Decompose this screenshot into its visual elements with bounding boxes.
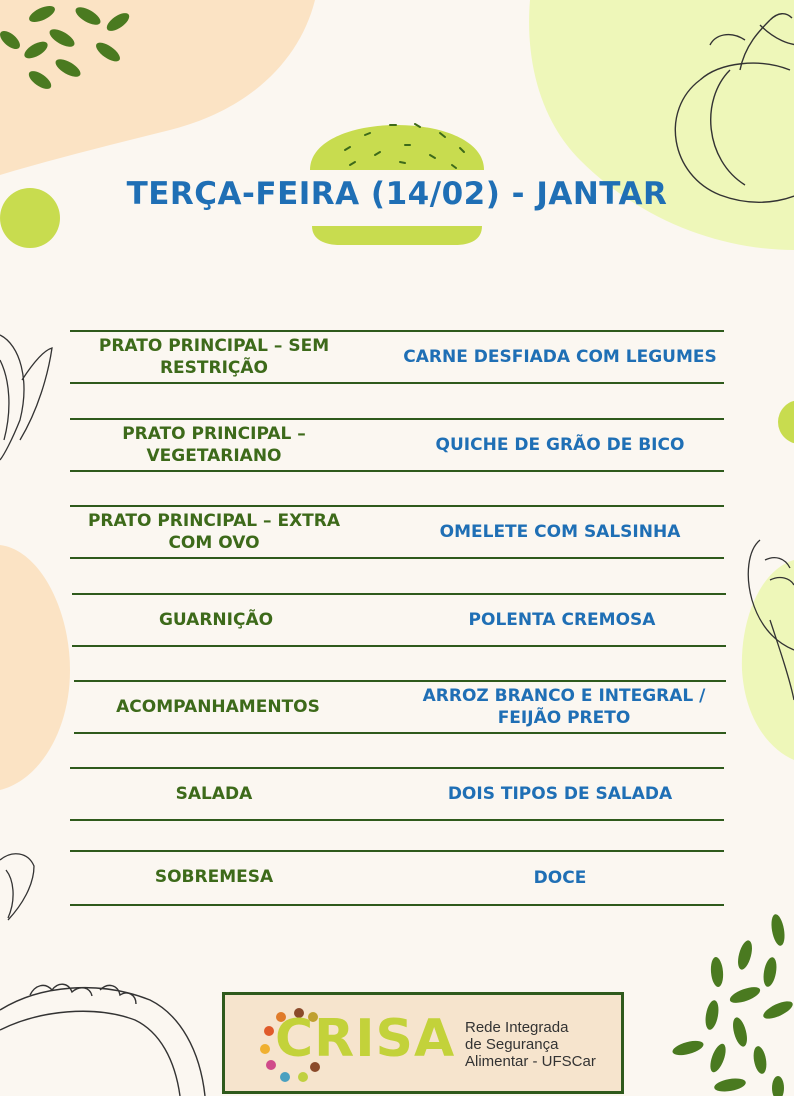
page-title: TERÇA-FEIRA (14/02) - JANTAR (126, 176, 668, 212)
menu-row-label: GUARNIÇÃO (158, 610, 274, 630)
logo-caption-line: de Segurança (465, 1036, 559, 1053)
menu-row-dish: DOIS TIPOS DE SALADA (447, 784, 673, 804)
menu-row-dish: ARROZ BRANCO E INTEGRAL / FEIJÃO PRETO (422, 686, 706, 728)
logo-wordmark: CRISA (275, 1009, 456, 1069)
menu-row-label: SOBREMESA (154, 867, 274, 887)
menu-row-dish: POLENTA CREMOSA (468, 610, 656, 630)
menu-row (70, 505, 724, 559)
menu-row-dish: CARNE DESFIADA COM LEGUMES (403, 347, 717, 367)
menu-row-label: ACOMPANHAMENTOS (116, 697, 320, 717)
logo-caption-line: Alimentar - UFSCar (465, 1053, 596, 1070)
menu-row-label: PRATO PRINCIPAL – VEGETARIANO (122, 424, 306, 466)
menu-row (74, 680, 726, 734)
menu-row (72, 593, 726, 647)
menu-row-label: SALADA (175, 784, 253, 804)
menu-row (70, 330, 724, 384)
menu-row-dish: QUICHE DE GRÃO DE BICO (435, 435, 685, 455)
menu-row-dish: DOCE (533, 868, 587, 888)
menu-row (70, 767, 724, 821)
menu-row (70, 850, 724, 906)
taco-icon (0, 984, 205, 1096)
logo-caption-line: Rede Integrada (465, 1019, 569, 1036)
menu-row (70, 418, 724, 472)
crisa-logo (222, 992, 624, 1094)
menu-row-label: PRATO PRINCIPAL – EXTRA COM OVO (87, 511, 341, 553)
menu-row-dish: OMELETE COM SALSINHA (439, 522, 681, 542)
menu-row-label: PRATO PRINCIPAL – SEM RESTRIÇÃO (98, 336, 330, 378)
logo-caption (465, 1019, 596, 1070)
